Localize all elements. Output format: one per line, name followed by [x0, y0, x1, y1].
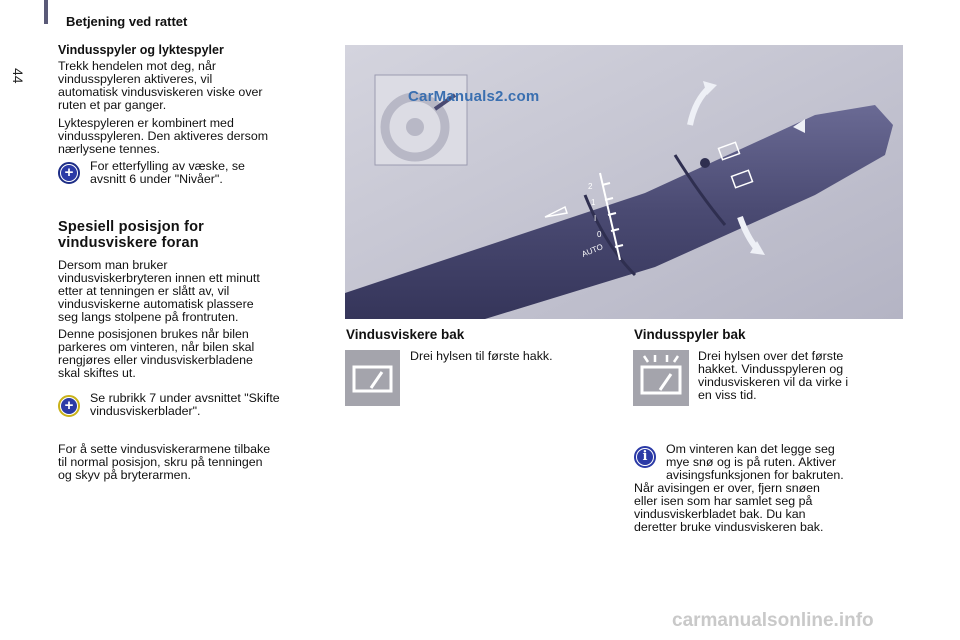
wash-paragraph-2: Lyktespyleren er kombinert med vindusspyleren. Den aktiveres dersom nærlysene tennes.	[58, 116, 269, 156]
stalk-label-0: 0	[597, 230, 602, 239]
special-paragraph-1: Dersom man bruker vindusviskerbryteren innen ett minutt etter at tenningen er slått av, vil vindusviskerne automatisk plassere seg langs stolpene på frontruten.	[58, 258, 260, 324]
rear-wiper-text: Drei hylsen til første hakk.	[410, 349, 553, 363]
rear-wiper-heading: Vindusviskere bak	[346, 327, 465, 342]
wiper-stalk-illustration	[345, 45, 903, 319]
section-title: Betjening ved rattet	[66, 14, 188, 29]
rear-washer-text: Drei hylsen over det første hakket. Vindusspyleren og vindusviskeren vil da virke i en viss tid.	[698, 349, 849, 402]
reset-paragraph: For å sette vindusviskerarmene tilbake til normal posisjon, skru på tenningen og skyv på bryterarmen.	[58, 442, 271, 482]
rear-washer-icon	[633, 350, 689, 406]
plus-icon: +	[58, 395, 80, 417]
rear-wiper-icon	[345, 350, 400, 406]
watermark: CarManuals2.com	[408, 88, 540, 105]
info-icon: i	[634, 446, 656, 468]
page-number: 44	[10, 68, 26, 84]
rear-washer-heading: Vindusspyler bak	[634, 327, 746, 342]
special-position-heading: Spesiell posisjon for vindusviskere foran	[58, 219, 205, 251]
wash-paragraph-1: Trekk hendelen mot deg, når vindusspyleren aktiveres, vil automatisk vindusviskeren viske over ruten et par ganger.	[58, 59, 263, 112]
rear-wiper-symbol	[345, 350, 400, 406]
winter-note-lead: Om vinteren kan det legge seg mye snø og is på ruten. Aktiver avisingsfunksjonen for bakruten.	[666, 442, 844, 482]
rubric-note: Se rubrikk 7 under avsnittet "Skifte vindusviskerblader".	[90, 391, 280, 418]
refill-note: For etterfylling av væske, se avsnitt 6 under "Nivåer".	[90, 159, 245, 186]
winter-note-body: Når avisingen er over, fjern snøen eller isen som har samlet seg på vindusviskerbladet bak. Du kan deretter bruke vindusviskeren bak.	[634, 481, 824, 534]
stalk-label-auto: AUTO	[580, 242, 605, 259]
header-accent-bar	[44, 0, 48, 24]
wash-heading: Vindusspyler og lyktespyler	[58, 43, 224, 57]
footer-watermark: carmanualsonline.info	[672, 610, 874, 631]
wiper-stalk-figure	[345, 45, 903, 319]
special-paragraph-2: Denne posisjonen brukes når bilen parkeres om vinteren, når bilen skal rengjøres eller vindusviskerbladene skal skiftes ut.	[58, 327, 255, 380]
stalk-label-1: 1	[591, 198, 596, 207]
stalk-label-i: I	[594, 214, 597, 223]
plus-icon: +	[58, 162, 80, 184]
stalk-label-2: 2	[588, 182, 593, 191]
rear-washer-symbol	[633, 350, 689, 406]
